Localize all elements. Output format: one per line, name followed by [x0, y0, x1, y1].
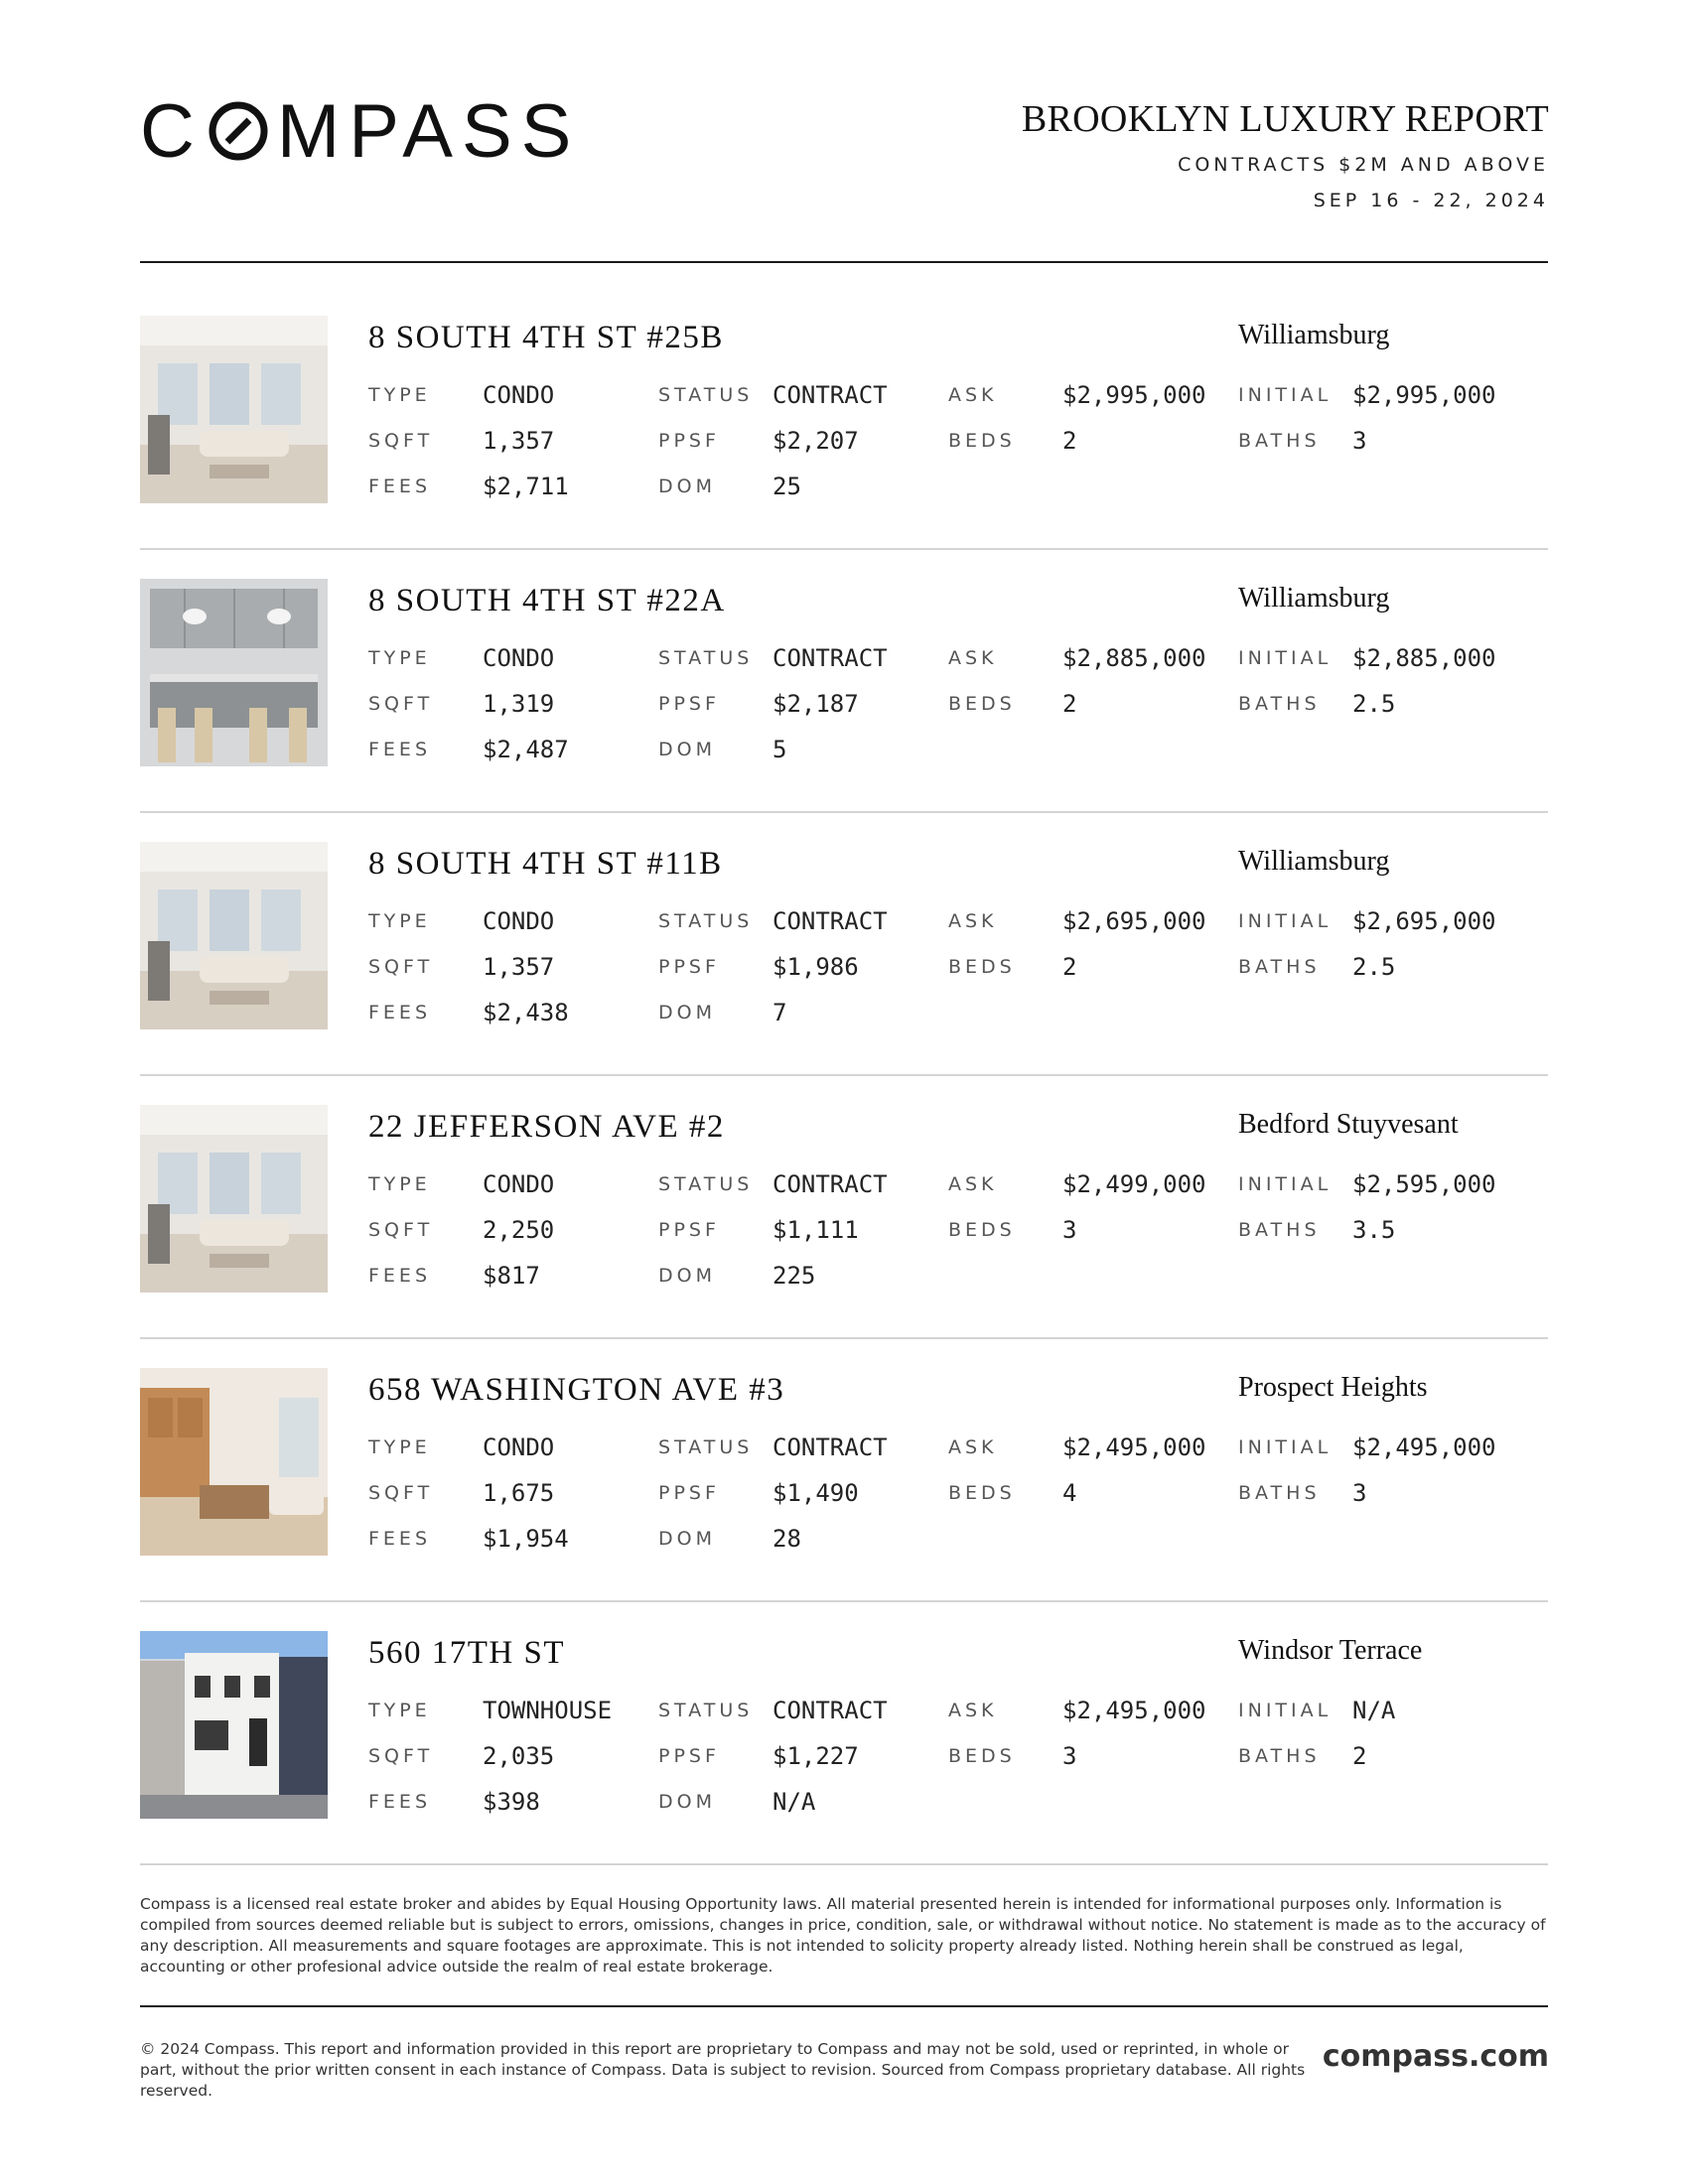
fees-value: $817: [483, 1262, 540, 1290]
dom-value: 7: [773, 999, 787, 1026]
listing-row: [140, 842, 1548, 1105]
beds-label: BEDS: [948, 1482, 1016, 1504]
listing-row: [140, 316, 1548, 579]
dom-label: DOM: [658, 739, 716, 760]
initial-label: INITIAL: [1238, 1700, 1333, 1721]
listing-address[interactable]: 8 SOUTH 4TH ST #25B: [368, 320, 724, 355]
sqft-label: SQFT: [368, 430, 434, 452]
beds-value: 4: [1062, 1479, 1077, 1507]
report-title: BROOKLYN LUXURY REPORT: [1021, 98, 1549, 140]
listing-row: [140, 1105, 1548, 1368]
type-value: CONDO: [483, 644, 555, 672]
sqft-value: 1,675: [483, 1479, 555, 1507]
type-label: TYPE: [368, 910, 431, 932]
sqft-value: 1,357: [483, 953, 555, 981]
footer-website-link[interactable]: compass.com: [1322, 2039, 1549, 2074]
initial-label: INITIAL: [1238, 384, 1333, 406]
compass-logo: [140, 88, 581, 174]
type-label: TYPE: [368, 1173, 431, 1195]
sqft-value: 1,357: [483, 427, 555, 455]
beds-value: 3: [1062, 1742, 1077, 1770]
type-value: TOWNHOUSE: [483, 1697, 613, 1724]
ask-value: $2,495,000: [1062, 1697, 1206, 1724]
type-label: TYPE: [368, 1700, 431, 1721]
listing-neighborhood: Williamsburg: [1238, 583, 1390, 614]
type-value: CONDO: [483, 1170, 555, 1198]
dom-label: DOM: [658, 476, 716, 497]
type-label: TYPE: [368, 647, 431, 669]
beds-value: 2: [1062, 953, 1077, 981]
listing-divider: [140, 1863, 1548, 1865]
dom-value: 28: [773, 1525, 801, 1553]
ask-label: ASK: [948, 1173, 998, 1195]
beds-label: BEDS: [948, 1745, 1016, 1767]
ask-value: $2,995,000: [1062, 381, 1206, 409]
status-label: STATUS: [658, 384, 754, 406]
type-label: TYPE: [368, 384, 431, 406]
fees-label: FEES: [368, 1265, 431, 1287]
sqft-value: 1,319: [483, 690, 555, 718]
status-label: STATUS: [658, 910, 754, 932]
fees-value: $2,438: [483, 999, 569, 1026]
baths-value: 3.5: [1352, 1216, 1396, 1244]
ask-label: ASK: [948, 647, 998, 669]
baths-value: 3: [1352, 1479, 1367, 1507]
type-value: CONDO: [483, 907, 555, 935]
initial-value: $2,695,000: [1352, 907, 1496, 935]
baths-label: BATHS: [1238, 956, 1321, 978]
status-value: CONTRACT: [773, 1433, 888, 1461]
sqft-value: 2,035: [483, 1742, 555, 1770]
baths-label: BATHS: [1238, 430, 1321, 452]
dom-label: DOM: [658, 1265, 716, 1287]
beds-value: 2: [1062, 690, 1077, 718]
listing-neighborhood: Prospect Heights: [1238, 1372, 1428, 1403]
dom-value: 25: [773, 473, 801, 500]
sqft-label: SQFT: [368, 693, 434, 715]
listing-row: [140, 1368, 1548, 1631]
dom-label: DOM: [658, 1002, 716, 1024]
status-value: CONTRACT: [773, 907, 888, 935]
fees-value: $2,711: [483, 473, 569, 500]
listing-divider: [140, 548, 1548, 550]
baths-label: BATHS: [1238, 693, 1321, 715]
ppsf-label: PPSF: [658, 1482, 720, 1504]
type-value: CONDO: [483, 381, 555, 409]
baths-label: BATHS: [1238, 1745, 1321, 1767]
footer-copyright: © 2024 Compass. This report and information provided in this report are proprietary to Compass and may not be sold, used or reprinted, in whole or part, without the prior written consent in each instance of Compass. Data is subject to revision. Sourced from Compass proprietary database. All rights reserved.: [140, 2040, 1306, 2100]
beds-label: BEDS: [948, 693, 1016, 715]
baths-value: 2: [1352, 1742, 1367, 1770]
logo-text-pre: C: [140, 88, 204, 174]
initial-value: $2,495,000: [1352, 1433, 1496, 1461]
status-value: CONTRACT: [773, 1697, 888, 1724]
ppsf-value: $2,207: [773, 427, 859, 455]
listing-neighborhood: Windsor Terrace: [1238, 1635, 1423, 1666]
listing-neighborhood: Williamsburg: [1238, 320, 1390, 350]
dom-value: 225: [773, 1262, 816, 1290]
ppsf-value: $1,490: [773, 1479, 859, 1507]
sqft-label: SQFT: [368, 1745, 434, 1767]
fees-value: $398: [483, 1788, 540, 1816]
beds-label: BEDS: [948, 956, 1016, 978]
fees-label: FEES: [368, 1791, 431, 1813]
beds-label: BEDS: [948, 1219, 1016, 1241]
listing-address[interactable]: 658 WASHINGTON AVE #3: [368, 1372, 785, 1408]
status-label: STATUS: [658, 1700, 754, 1721]
initial-value: $2,885,000: [1352, 644, 1496, 672]
initial-value: $2,595,000: [1352, 1170, 1496, 1198]
listing-neighborhood: Bedford Stuyvesant: [1238, 1109, 1459, 1140]
ask-label: ASK: [948, 384, 998, 406]
ask-value: $2,499,000: [1062, 1170, 1206, 1198]
kitchen-photo[interactable]: [140, 579, 328, 766]
fees-value: $2,487: [483, 736, 569, 763]
fees-label: FEES: [368, 476, 431, 497]
initial-value: N/A: [1352, 1697, 1396, 1724]
listing-divider: [140, 1337, 1548, 1339]
baths-label: BATHS: [1238, 1219, 1321, 1241]
sqft-value: 2,250: [483, 1216, 555, 1244]
fees-value: $1,954: [483, 1525, 569, 1553]
dom-value: 5: [773, 736, 787, 763]
ask-label: ASK: [948, 1436, 998, 1458]
sqft-label: SQFT: [368, 956, 434, 978]
logo-compass-o-icon: [208, 100, 269, 162]
dom-value: N/A: [773, 1788, 816, 1816]
beds-value: 3: [1062, 1216, 1077, 1244]
ppsf-label: PPSF: [658, 956, 720, 978]
status-value: CONTRACT: [773, 1170, 888, 1198]
ask-label: ASK: [948, 910, 998, 932]
listing-address[interactable]: 8 SOUTH 4TH ST #22A: [368, 583, 726, 618]
type-value: CONDO: [483, 1433, 555, 1461]
dom-label: DOM: [658, 1791, 716, 1813]
ask-value: $2,885,000: [1062, 644, 1206, 672]
listing-address[interactable]: 8 SOUTH 4TH ST #11B: [368, 846, 723, 882]
listing-divider: [140, 811, 1548, 813]
initial-label: INITIAL: [1238, 1436, 1333, 1458]
status-value: CONTRACT: [773, 381, 888, 409]
dom-label: DOM: [658, 1528, 716, 1550]
baths-value: 2.5: [1352, 953, 1396, 981]
living-room-photo[interactable]: [140, 316, 328, 503]
ppsf-label: PPSF: [658, 1745, 720, 1767]
listing-address[interactable]: 22 JEFFERSON AVE #2: [368, 1109, 725, 1145]
fees-label: FEES: [368, 739, 431, 760]
listing-address[interactable]: 560 17TH ST: [368, 1635, 565, 1671]
ask-value: $2,495,000: [1062, 1433, 1206, 1461]
report-subtitle: CONTRACTS $2M AND ABOVE: [1178, 154, 1549, 176]
beds-label: BEDS: [948, 430, 1016, 452]
listing-divider: [140, 1074, 1548, 1076]
report-date-range: SEP 16 - 22, 2024: [1313, 190, 1549, 211]
initial-label: INITIAL: [1238, 910, 1333, 932]
initial-label: INITIAL: [1238, 1173, 1333, 1195]
listing-row: [140, 1631, 1548, 1894]
ppsf-label: PPSF: [658, 430, 720, 452]
ask-value: $2,695,000: [1062, 907, 1206, 935]
legal-disclaimer: Compass is a licensed real estate broker and abides by Equal Housing Opportunity laws. All material presented herein is intended for informational purposes only. Information is compiled from sources deemed reliable but is subject to errors, omissions, changes in price, condition, sale, or withdrawal without notice. No statement is made as to the accuracy of any description. All measurements and square footages are approximate. This is not intended to solicity property already listed. Nothing herein shall be construed as legal, accounting or other profesional advice outside the realm of real estate brokerage.: [140, 1895, 1546, 1976]
kitchen-living-photo[interactable]: [140, 1368, 328, 1556]
ask-label: ASK: [948, 1700, 998, 1721]
townhouse-exterior-photo[interactable]: [140, 1631, 328, 1819]
ppsf-label: PPSF: [658, 693, 720, 715]
status-label: STATUS: [658, 1173, 754, 1195]
living-room-photo[interactable]: [140, 842, 328, 1029]
initial-value: $2,995,000: [1352, 381, 1496, 409]
ppsf-value: $1,111: [773, 1216, 859, 1244]
ppsf-value: $1,986: [773, 953, 859, 981]
status-value: CONTRACT: [773, 644, 888, 672]
ppsf-label: PPSF: [658, 1219, 720, 1241]
living-room-photo[interactable]: [140, 1105, 328, 1293]
baths-value: 3: [1352, 427, 1367, 455]
listing-neighborhood: Williamsburg: [1238, 846, 1390, 877]
baths-value: 2.5: [1352, 690, 1396, 718]
baths-label: BATHS: [1238, 1482, 1321, 1504]
fees-label: FEES: [368, 1528, 431, 1550]
ppsf-value: $2,187: [773, 690, 859, 718]
header-divider: [140, 261, 1548, 263]
beds-value: 2: [1062, 427, 1077, 455]
ppsf-value: $1,227: [773, 1742, 859, 1770]
type-label: TYPE: [368, 1436, 431, 1458]
status-label: STATUS: [658, 1436, 754, 1458]
footer-divider: [140, 2005, 1548, 2007]
sqft-label: SQFT: [368, 1219, 434, 1241]
sqft-label: SQFT: [368, 1482, 434, 1504]
initial-label: INITIAL: [1238, 647, 1333, 669]
status-label: STATUS: [658, 647, 754, 669]
listing-row: [140, 579, 1548, 842]
listing-divider: [140, 1600, 1548, 1602]
fees-label: FEES: [368, 1002, 431, 1024]
logo-text-post: MPASS: [276, 88, 581, 174]
